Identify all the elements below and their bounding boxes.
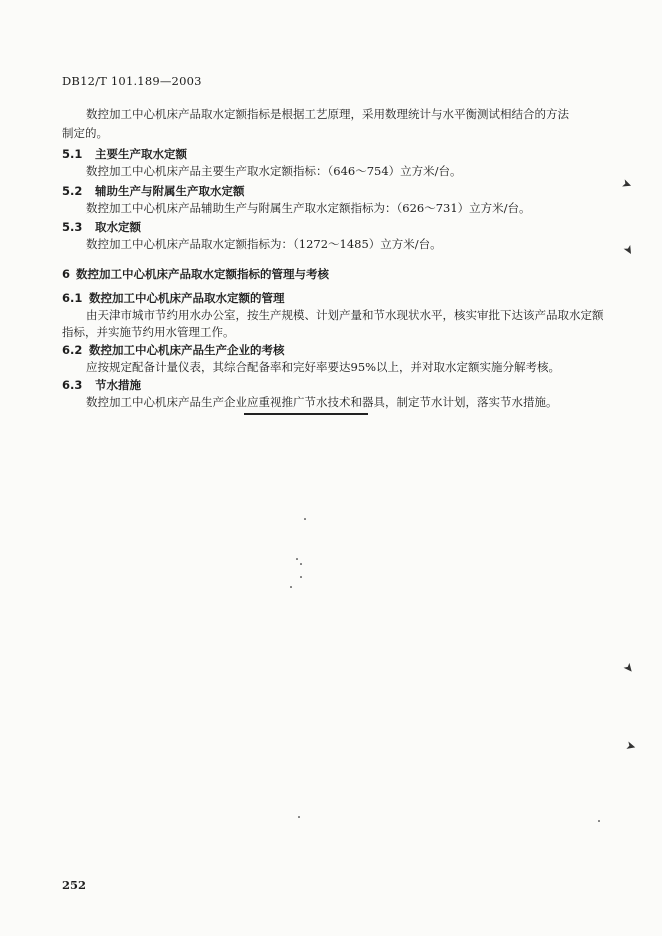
section-6-3-text: 数控加工中心机床产品生产企业应重视推广节水技术和器具，制定节水计划，落实节水措施。 <box>86 395 558 409</box>
section-number: 5.1 <box>62 147 83 161</box>
scan-dot <box>300 563 302 565</box>
section-5-2-heading <box>62 183 245 199</box>
intro-line-1: 数控加工中心机床产品取水定额指标是根据工艺原理，采用数理统计与水平衡测试相结合的方法 <box>86 107 569 121</box>
page-number: 252 <box>62 878 87 892</box>
section-title: 数控加工中心机床产品取水定额的管理 <box>89 291 285 305</box>
scan-dot <box>296 558 298 560</box>
section-title: 节水措施 <box>95 378 141 392</box>
scan-dot <box>290 586 292 588</box>
scan-dot <box>300 576 302 578</box>
section-6-2-heading <box>62 342 285 358</box>
scan-speck-mark: ➤ <box>620 659 638 677</box>
section-5-2-text: 数控加工中心机床产品辅助生产与附属生产取水定额指标为：（626～731）立方米/台。 <box>86 201 531 215</box>
section-6-2-text: 应按规定配备计量仪表，其综合配备率和完好率要达95%以上，并对取水定额实施分解考核。 <box>86 360 561 374</box>
scan-dot <box>598 820 600 822</box>
section-title: 辅助生产与附属生产取水定额 <box>95 184 245 198</box>
section-number: 6.2 <box>62 343 83 357</box>
section-number: 5.3 <box>62 220 83 234</box>
section-6-heading <box>62 266 329 282</box>
intro-line-2: 制定的。 <box>62 126 108 140</box>
section-title: 数控加工中心机床产品取水定额指标的管理与考核 <box>76 267 329 281</box>
section-number: 6.1 <box>62 291 83 305</box>
scan-speck-mark: ➤ <box>619 175 635 193</box>
scan-speck-mark: ➤ <box>624 737 638 755</box>
section-6-3-heading <box>62 377 141 393</box>
section-5-1-text: 数控加工中心机床产品主要生产取水定额指标：（646～754）立方米/台。 <box>86 164 462 178</box>
scan-dot <box>298 816 300 818</box>
section-6-1-heading <box>62 290 285 306</box>
section-title: 主要生产取水定额 <box>95 147 187 161</box>
document-code: DB12/T 101.189—2003 <box>62 74 202 88</box>
section-6-1-line-1: 由天津市城市节约用水办公室，按生产规模、计划产量和节水现状水平，核实审批下达该产品取水定额 <box>86 308 604 322</box>
section-5-3-text: 数控加工中心机床产品取水定额指标为：（1272～1485）立方米/台。 <box>86 237 442 251</box>
section-number: 6 <box>62 267 71 281</box>
scan-dot <box>304 518 306 520</box>
end-rule <box>244 413 368 415</box>
scan-speck-mark: ➤ <box>620 242 638 258</box>
section-number: 6.3 <box>62 378 83 392</box>
section-5-1-heading <box>62 146 187 162</box>
section-number: 5.2 <box>62 184 83 198</box>
section-5-3-heading <box>62 219 141 235</box>
section-title: 数控加工中心机床产品生产企业的考核 <box>89 343 285 357</box>
section-title: 取水定额 <box>95 220 141 234</box>
section-6-1-line-2: 指标，并实施节约用水管理工作。 <box>62 325 235 339</box>
